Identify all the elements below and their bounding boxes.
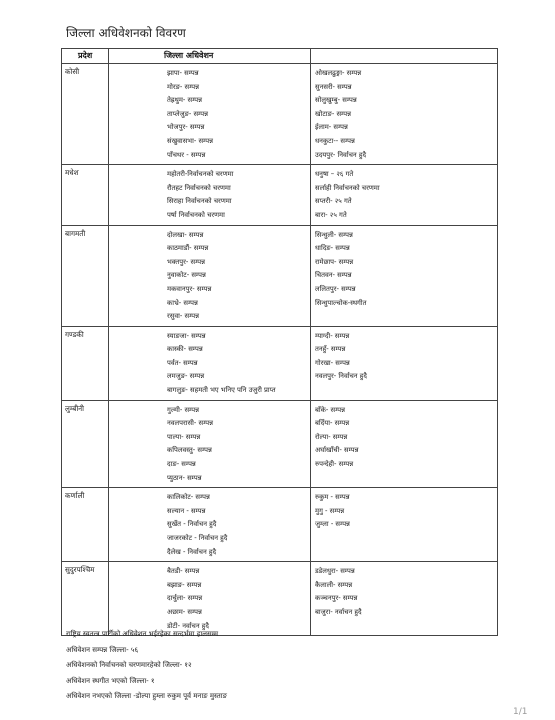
district-list-right	[311, 165, 498, 225]
table-row	[62, 165, 498, 225]
district-status-item: सिन्धुपाल्चोक-स्थगीत	[315, 298, 367, 307]
document-title: जिल्ला अधिवेशनको विवरण	[66, 26, 186, 40]
district-status-item: ओखलढुङ्गा- सम्पन्न	[315, 69, 362, 77]
table-row	[62, 400, 498, 488]
district-status-item: महोतरी-निर्वाचनको चरणमा	[167, 170, 234, 179]
district-status-item: मुगु - सम्पन्न	[315, 506, 345, 515]
district-status-item: डडेलधुरा- सम्पन्न	[315, 567, 355, 576]
district-status-item: दोलखा- सम्पन्न	[167, 230, 204, 239]
summary-line: अधिवेशन स्थगीत भएको जिल्ला- १	[66, 676, 155, 685]
district-status-item: अछाम- सम्पन्न	[167, 607, 202, 616]
district-status-item: अर्घाखाँची- सम्पन्न	[315, 446, 359, 455]
district-status-item: तेह्रथुम- सम्पन्न	[167, 96, 203, 105]
summary-line: राष्ट्रिय स्वतन्त्र पार्टीको अधिवेशन भईरहेका सन्दर्भमा हालसम्म	[66, 630, 218, 638]
district-status-item: बागलुङ- सहमती भए भनिए पनि उजुरी प्राप्त	[167, 386, 276, 395]
district-status-item: धनकुटा-- सम्पन्न	[315, 136, 355, 145]
district-status-item: धनुषा – २६ गते	[315, 170, 354, 179]
district-status-item: दाङ- सम्पन्न	[167, 460, 196, 469]
district-status-item: सप्तरी- २५ गते	[315, 197, 352, 206]
district-status-item: कञ्चनपुर- सम्पन्न	[315, 594, 358, 603]
district-list-right	[311, 400, 498, 488]
district-status-item: म्याग्दी- सम्पन्न	[315, 331, 350, 340]
summary-line: अधिवेशनको निर्वाचनको चरणमारहेको जिल्ला- १२	[66, 661, 192, 670]
district-list-right	[311, 488, 498, 562]
district-status-item: डोटी- नर्वाचन हुदै	[167, 621, 209, 630]
district-status-item: जाजरकोट - निर्वाचन हुदै	[167, 534, 228, 542]
district-status-item: सुनसरी- सम्पन्न	[315, 82, 352, 91]
table-row	[62, 64, 498, 165]
district-status-item: भोजपुर- सम्पन्न	[167, 123, 205, 132]
header-province: प्रदेश	[62, 49, 109, 64]
district-list-left	[109, 488, 311, 562]
district-status-item: नवलपरासी- सम्पन्न	[167, 419, 214, 428]
district-status-item: मोरङ- सम्पन्न	[167, 82, 200, 91]
district-list-left	[109, 326, 311, 400]
district-status-item: संखुवासभा- सम्पन्न	[167, 136, 213, 145]
province-name: बागमती	[62, 225, 109, 326]
summary-notes	[66, 627, 227, 705]
district-list-left	[109, 562, 311, 636]
district-status-item: कास्की- सम्पन्न	[167, 345, 203, 354]
district-status-item: रुकुम - सम्पन्न	[315, 493, 350, 502]
district-status-item: रौतहट निर्वाचनको चरणमा	[167, 183, 231, 192]
district-status-item: चितवन- सम्पन्न	[315, 271, 352, 280]
district-status-item: रोल्पा- सम्पन्न	[315, 432, 348, 441]
district-status-item: गुल्मी- सम्पन्न	[167, 405, 199, 414]
district-status-item: बझाङ- सम्पन्न	[167, 580, 202, 589]
district-status-item: नुवाकोट- सम्पन्न	[167, 271, 206, 280]
header-empty	[311, 49, 498, 64]
district-status-item: बैतडी- सम्पन्न	[167, 567, 200, 576]
district-list-right	[311, 326, 498, 400]
district-status-item: प्युठान- सम्पन्न	[167, 473, 202, 482]
table-row	[62, 326, 498, 400]
district-status-item: रसुवा- सम्पन्न	[167, 312, 200, 321]
district-status-item: तनहुँ- सम्पन्न	[315, 345, 346, 354]
district-status-item: बारा- २५ गते	[315, 210, 347, 219]
province-name: सुदुरपश्चिम	[62, 562, 109, 636]
district-status-item: पाल्पा- सम्पन्न	[167, 432, 201, 441]
district-status-item: रामेछाप- सम्पन्न	[315, 257, 354, 266]
summary-line: अधिवेशन नभएको जिल्ला -डोल्पा हुम्ला रुकुम पूर्व मनाङ मुस्ताङ	[66, 692, 227, 701]
district-status-item: नवलपुर- निर्वाचन हुदै	[315, 372, 367, 381]
district-status-item: सिन्धुली- सम्पन्न	[315, 230, 353, 239]
district-status-item: भक्तपुर- सम्पन्न	[167, 257, 206, 266]
district-status-item: झापा- सम्पन्न	[167, 69, 199, 77]
province-name: गण्डकी	[62, 326, 109, 400]
district-status-item: कपिलवस्तु- सम्पन्न	[167, 446, 212, 455]
district-status-item: काठमाडौं- सम्पन्न	[167, 244, 209, 253]
district-status-item: सर्लाही निर्वाचनको चरणमा	[315, 183, 380, 192]
district-list-right	[311, 64, 498, 165]
district-list-left	[109, 165, 311, 225]
district-status-item: बाजुरा- नर्वाचन हुदै	[315, 607, 362, 616]
table-row	[62, 488, 498, 562]
province-name: लुम्बीनी	[62, 400, 109, 488]
district-status-item: ताप्लेजुङ- सम्पन्न	[167, 109, 208, 118]
district-status-item: सोलुखुम्बु- सम्पन्न	[315, 96, 357, 105]
district-status-item: पर्वत- सम्पन्न	[167, 358, 198, 367]
district-status-item: धादिङ- सम्पन्न	[315, 244, 350, 253]
district-status-item: दैलेख - निर्वाचन हुदै	[167, 547, 217, 556]
district-status-item: सुर्खेत - निर्वाचन हुदै	[167, 520, 217, 529]
district-status-item: मकवानपुर- सम्पन्न	[167, 284, 212, 293]
district-status-item: रुपन्देही- सम्पन्न	[315, 460, 354, 469]
province-name: कोसी	[62, 64, 109, 165]
district-status-item: स्याङजा- सम्पन्न	[167, 331, 206, 340]
table-row	[62, 225, 498, 326]
district-status-item: खोटाङ- सम्पन्न	[315, 109, 351, 118]
summary-line: अधिवेशन सम्पन्न जिल्ला- ५६	[66, 645, 139, 654]
district-status-item: ईलाम- सम्पन्न	[315, 123, 348, 132]
district-status-item: सल्यान - सम्पन्न	[167, 506, 206, 515]
district-status-item: लमजुङ- सम्पन्न	[167, 372, 205, 381]
header-district-convention: जिल्ला अधिवेशन	[109, 49, 311, 64]
district-list-left	[109, 64, 311, 165]
district-status-item: बाँके- सम्पन्न	[315, 405, 345, 414]
table-row	[62, 562, 498, 636]
table-header-row	[62, 49, 498, 64]
district-status-item: पाँचथर - सम्पन्न	[167, 150, 206, 159]
district-list-right	[311, 225, 498, 326]
province-name: मधेश	[62, 165, 109, 225]
district-status-item: उदयपुर- निर्वाचन हुदै	[315, 150, 367, 159]
district-status-item: बर्दिया- सम्पन्न	[315, 419, 350, 428]
district-status-item: कालिकोट- सम्पन्न	[167, 493, 210, 502]
district-status-item: जुम्ला - सम्पन्न	[315, 520, 350, 529]
district-status-item: ललितपुर- सम्पन्न	[315, 284, 356, 293]
district-status-item: काभ्रे- सम्पन्न	[167, 298, 198, 307]
page-indicator: 1/1	[513, 707, 528, 717]
district-status-item: सिराहा निर्वाचनको चरणमा	[167, 197, 232, 206]
district-status-item: दार्चुला- सम्पन्न	[167, 594, 203, 603]
province-name: कर्णाली	[62, 488, 109, 562]
district-convention-table	[61, 48, 498, 636]
district-status-item: पर्षा निर्वाचनको चरणमा	[167, 210, 225, 219]
district-status-item: कैलाली- सम्पन्न	[315, 580, 353, 589]
district-status-item: गोरखा- सम्पन्न	[315, 358, 350, 367]
district-list-left	[109, 225, 311, 326]
district-list-right	[311, 562, 498, 636]
district-list-left	[109, 400, 311, 488]
